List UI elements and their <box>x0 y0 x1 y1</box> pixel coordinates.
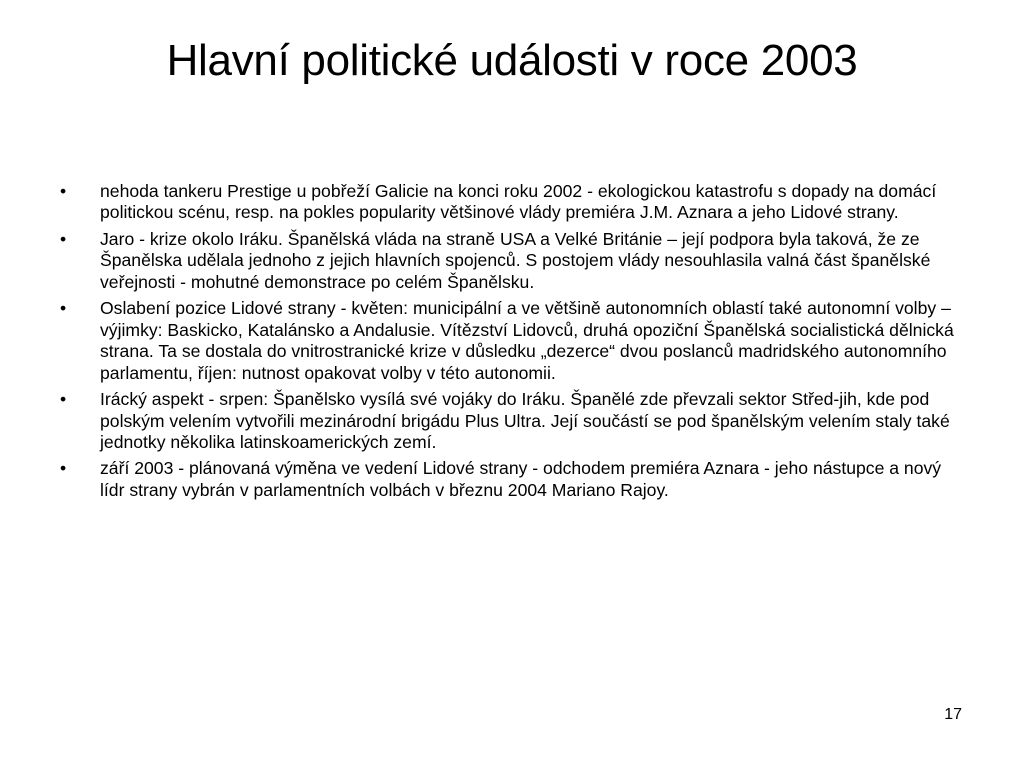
bullet-icon: • <box>60 458 67 479</box>
bullet-icon: • <box>60 181 67 201</box>
bullet-text: Jaro - krize okolo Iráku. Španělská vláda na straně USA a Velké Británie – její podpora byla taková, že ze Španělska udělala jednoho z jejich hlavních spojenců. S postojem vlády nesouhlasila valná část španělské veřejnosti - mohutné demonstrace po celém Španělsku. <box>100 228 931 292</box>
list-item <box>60 181 970 224</box>
list-item <box>60 458 970 501</box>
bullet-icon: • <box>60 228 67 249</box>
bullet-text: Oslabení pozice Lidové strany - květen: municipální a ve většině autonomních oblastí také autonomní volby – výjimky: Baskicko, Katalánsko a Andalusie. Vítězství Lidovců, druhá opoziční Španělská socialistická dělnická strana. Ta se dostala do vnitrostranické krize v důsledku „dezerce“ dvou poslanců madridského autonomního parlamentu, říjen: nutnost opakovat volby v této autonomii. <box>100 298 954 383</box>
list-item <box>60 298 970 384</box>
bullet-icon: • <box>60 389 67 410</box>
bullet-text: září 2003 - plánovaná výměna ve vedení Lidové strany - odchodem premiéra Aznara - jeho nástupce a nový lídr strany vybrán v parlamentních volbách v březnu 2004 Mariano Rajoy. <box>100 458 942 500</box>
page-number: 17 <box>944 706 962 723</box>
bullet-text: nehoda tankeru Prestige u pobřeží Galicie na konci roku 2002 - ekologickou katastrofu s dopady na domácí politickou scénu, resp. na pokles popularity většinové vlády premiéra J.M. Aznara a jeho Lidové strany. <box>100 181 937 223</box>
slide-title: Hlavní politické události v roce 2003 <box>166 36 858 85</box>
list-item <box>60 389 970 453</box>
bullet-text: Irácký aspekt - srpen: Španělsko vysílá své vojáky do Iráku. Španělé zde převzali sektor Střed-jih, kde pod polským velením vytvořili mezinárodní brigádu Plus Ultra. Její součástí se pod španělským velením staly také jednotky několika latinskoamerických zemí. <box>100 389 950 452</box>
bullet-list <box>60 181 970 506</box>
bullet-icon: • <box>60 298 67 319</box>
list-item <box>60 229 970 293</box>
